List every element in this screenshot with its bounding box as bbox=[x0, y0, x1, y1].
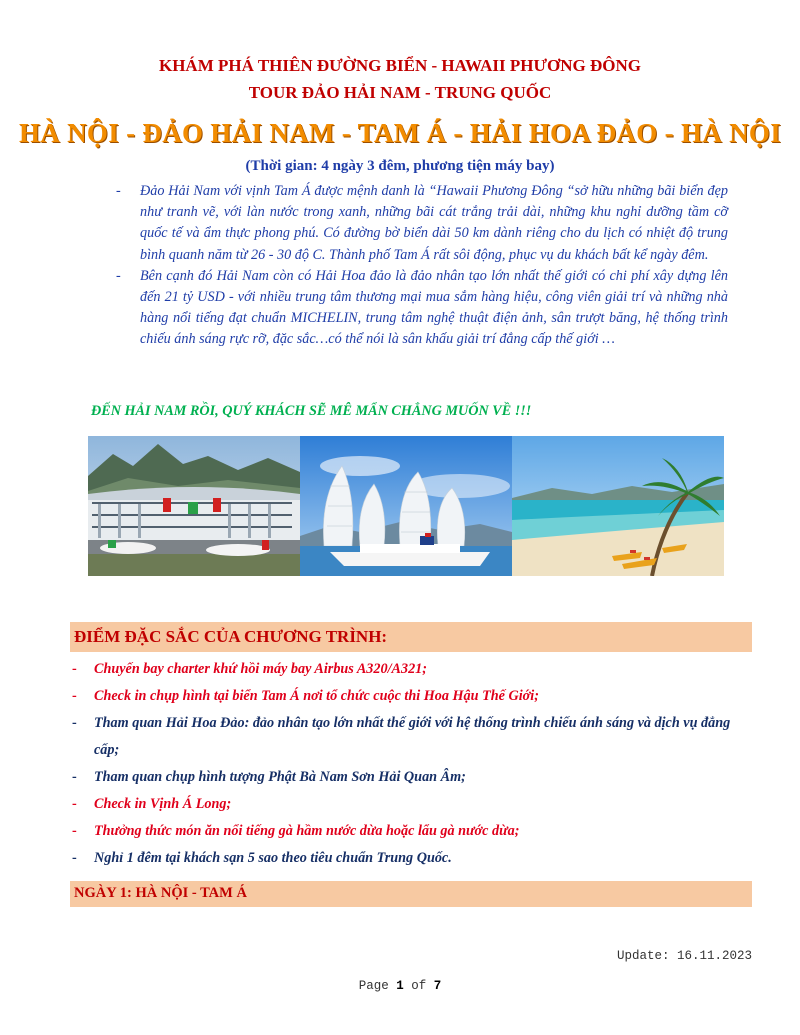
highlight-text: Chuyến bay charter khứ hồi máy bay Airbus A320/A321; bbox=[94, 661, 428, 677]
slogan: ĐẾN HẢI NAM RỒI, QUÝ KHÁCH SẼ MÊ MẨN CHẲNG MUỐN VỀ !!! bbox=[91, 403, 532, 419]
bullet-dash: - bbox=[116, 183, 121, 199]
bullet-dash: - bbox=[72, 823, 77, 839]
phoenix-island-photo bbox=[300, 436, 512, 576]
intro-text: Đảo Hải Nam với vịnh Tam Á được mệnh danh là “Hawaii Phương Đông “sở hữu những bãi biển đẹp như tranh vẽ, với làn nước trong xanh, những bãi cát trắng trải dài, những khu nghỉ dưỡng tầm cỡ quốc tế và ẩm thực phong phú. Có đường bờ biển dài 50 km dành riêng cho du lịch có nhiệt độ trung bình quanh năm từ 26 - 30 độ C. Thành phố Tam Á rất sôi động, phục vụ du khách bất kể ngày đêm. bbox=[140, 183, 728, 263]
photo-strip bbox=[88, 436, 724, 576]
beach-photo bbox=[512, 436, 724, 576]
bullet-dash: - bbox=[72, 661, 77, 677]
highlight-text: Check in Vịnh Á Long; bbox=[94, 796, 232, 812]
highlight-text: Thưởng thức món ăn nổi tiếng gà hầm nước dừa hoặc lẩu gà nước dừa; bbox=[94, 823, 520, 839]
page-current: 1 bbox=[396, 979, 404, 993]
bullet-dash: - bbox=[72, 688, 77, 704]
highlight-item bbox=[72, 683, 752, 710]
bullet-dash: - bbox=[116, 267, 121, 284]
day1-header bbox=[70, 881, 752, 907]
intro-text: Bên cạnh đó Hải Nam còn có Hải Hoa đảo là đảo nhân tạo lớn nhất thế giới có chi phí xây dựng lên đến 21 tỷ USD - với nhiều trung tâm thương mại mua sắm hàng hiệu, công viên giải trí và những nhà hàng nổi tiếng đạt chuẩn MICHELIN, trung tâm nghệ thuật điện ảnh, sân trượt băng, hệ thống trình chiếu ánh sáng rực rỡ, đặc sắc…có thể nói là sân khấu giải trí đẳng cấp thế giới … bbox=[140, 267, 728, 348]
highlight-item bbox=[72, 656, 752, 683]
title-sub: TOUR ĐẢO HẢI NAM - TRUNG QUỐC bbox=[248, 83, 552, 102]
highlight-item bbox=[72, 764, 752, 791]
route-title: HÀ NỘI - ĐẢO HẢI NAM - TAM Á - HẢI HOA ĐẢO - HÀ NỘI bbox=[18, 118, 782, 148]
intro-item bbox=[116, 181, 728, 266]
page-prefix: Page bbox=[358, 979, 389, 993]
airport-photo bbox=[88, 436, 300, 576]
page-total: 7 bbox=[433, 979, 442, 993]
title-main: KHÁM PHÁ THIÊN ĐƯỜNG BIỂN - HAWAII PHƯƠNG ĐÔNG bbox=[158, 56, 641, 75]
highlight-text: Check in chụp hình tại biển Tam Á nơi tổ chức cuộc thi Hoa Hậu Thế Giới; bbox=[94, 688, 539, 704]
bullet-dash: - bbox=[72, 850, 77, 866]
highlight-text: Tham quan chụp hình tượng Phật Bà Nam Sơn Hải Quan Âm; bbox=[94, 769, 466, 785]
bullet-dash: - bbox=[72, 715, 77, 731]
highlights-header bbox=[70, 622, 752, 652]
highlights-list bbox=[72, 656, 752, 872]
update-date: Update: 16.11.2023 bbox=[616, 949, 752, 963]
highlight-item bbox=[72, 818, 752, 845]
page-number bbox=[0, 979, 800, 993]
duration-text: (Thời gian: 4 ngày 3 đêm, phương tiện máy bay) bbox=[245, 158, 555, 174]
page-of: of bbox=[411, 979, 427, 993]
highlight-item bbox=[72, 710, 752, 764]
highlight-text: Nghỉ 1 đêm tại khách sạn 5 sao theo tiêu chuẩn Trung Quốc. bbox=[94, 850, 452, 866]
highlight-item bbox=[72, 791, 752, 818]
day1-title: NGÀY 1: HÀ NỘI - TAM Á bbox=[74, 885, 247, 901]
bullet-dash: - bbox=[72, 796, 77, 812]
intro-item bbox=[116, 266, 728, 351]
highlight-item bbox=[72, 845, 752, 872]
bullet-dash: - bbox=[72, 769, 77, 785]
intro-list bbox=[116, 181, 728, 351]
highlights-title: ĐIỂM ĐẶC SẮC CỦA CHƯƠNG TRÌNH: bbox=[74, 627, 388, 646]
highlight-text: Tham quan Hải Hoa Đảo: đảo nhân tạo lớn nhất thế giới với hệ thống trình chiếu ánh sáng và dịch vụ đẳng cấp; bbox=[94, 715, 731, 758]
